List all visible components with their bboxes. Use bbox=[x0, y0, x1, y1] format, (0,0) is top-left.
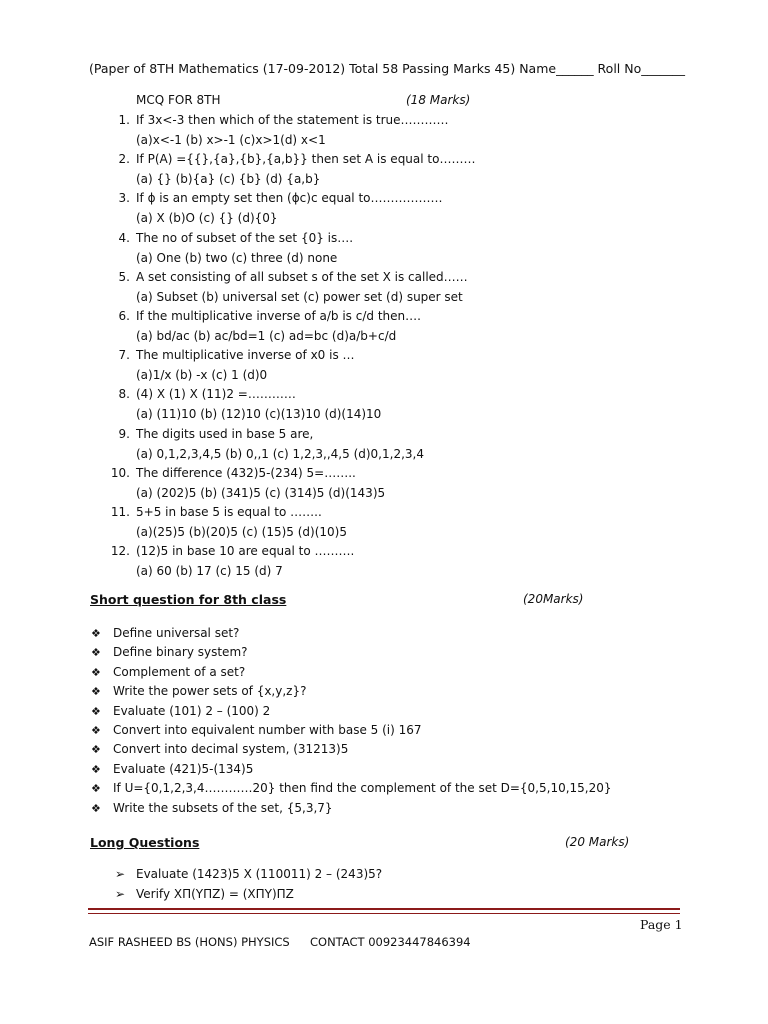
mcq-question-text: If 3x<-3 then which of the statement is true………… bbox=[136, 113, 449, 127]
mcq-question-number: 2. bbox=[118, 152, 130, 166]
short-question-item: Convert into decimal system, (31213)5 bbox=[113, 742, 349, 756]
mcq-options: (a) bd/ac (b) ac/bd=1 (c) ad=bc (d)a/b+c/d bbox=[136, 329, 397, 343]
mcq-options: (a) (202)5 (b) (341)5 (c) (314)5 (d)(143)5 bbox=[136, 486, 386, 500]
short-section-marks: (20Marks) bbox=[523, 592, 584, 606]
mcq-question-number: 1. bbox=[118, 113, 130, 127]
diamond-bullet-icon: ❖ bbox=[91, 685, 101, 698]
mcq-question-text: 5+5 in base 5 is equal to …….. bbox=[136, 505, 322, 519]
mcq-question-number: 10. bbox=[110, 466, 130, 480]
short-section-title: Short question for 8th class bbox=[90, 592, 287, 607]
mcq-question-text: If ϕ is an empty set then (ϕc)c equal to……………… bbox=[136, 191, 443, 205]
mcq-question-number: 8. bbox=[118, 387, 130, 401]
mcq-question-text: The difference (432)5-(234) 5=…….. bbox=[136, 466, 356, 480]
short-question-item: Define universal set? bbox=[113, 626, 240, 640]
short-question-item: Evaluate (421)5-(134)5 bbox=[113, 762, 254, 776]
mcq-question-number: 6. bbox=[118, 309, 130, 323]
paper-header: (Paper of 8TH Mathematics (17-09-2012) Total 58 Passing Marks 45) Name______ Roll No_______ bbox=[89, 61, 685, 76]
mcq-question-number: 5. bbox=[118, 270, 130, 284]
mcq-question-text: If the multiplicative inverse of a/b is c/d then…. bbox=[136, 309, 421, 323]
mcq-question-number: 12. bbox=[110, 544, 130, 558]
mcq-options: (a) 0,1,2,3,4,5 (b) 0,,1 (c) 1,2,3,,4,5 (d)0,1,2,3,4 bbox=[136, 447, 424, 461]
short-question-item: Complement of a set? bbox=[113, 665, 246, 679]
mcq-question-number: 9. bbox=[118, 427, 130, 441]
short-question-item: Write the subsets of the set, {5,3,7} bbox=[113, 801, 333, 815]
mcq-options: (a)x<-1 (b) x>-1 (c)x>1(d) x<1 bbox=[136, 133, 326, 147]
mcq-options: (a) Subset (b) universal set (c) power set (d) super set bbox=[136, 290, 463, 304]
short-question-item: Evaluate (101) 2 – (100) 2 bbox=[113, 704, 271, 718]
footer-contact: CONTACT 00923447846394 bbox=[310, 935, 471, 949]
footer-rule-thin bbox=[88, 913, 680, 914]
mcq-options: (a) X (b)O (c) {} (d){0} bbox=[136, 211, 278, 225]
mcq-options: (a)1/x (b) -x (c) 1 (d)0 bbox=[136, 368, 268, 382]
diamond-bullet-icon: ❖ bbox=[91, 802, 101, 815]
mcq-question-number: 3. bbox=[118, 191, 130, 205]
diamond-bullet-icon: ❖ bbox=[91, 666, 101, 679]
mcq-options: (a) {} (b){a} (c) {b} (d) {a,b} bbox=[136, 172, 321, 186]
mcq-question-number: 11. bbox=[110, 505, 130, 519]
mcq-marks: (18 Marks) bbox=[406, 93, 471, 107]
mcq-title: MCQ FOR 8TH bbox=[136, 93, 221, 107]
mcq-options: (a) 60 (b) 17 (c) 15 (d) 7 bbox=[136, 564, 283, 578]
short-question-item: If U={0,1,2,3,4…………20} then find the complement of the set D={0,5,10,15,20} bbox=[113, 781, 612, 795]
long-question-item: Evaluate (1423)5 X (110011) 2 – (243)5? bbox=[136, 867, 383, 881]
mcq-question-number: 4. bbox=[118, 231, 130, 245]
mcq-question-text: The multiplicative inverse of x0 is … bbox=[136, 348, 355, 362]
diamond-bullet-icon: ❖ bbox=[91, 646, 101, 659]
mcq-question-text: (4) X (1) X (11)2 =………… bbox=[136, 387, 296, 401]
footer-author: ASIF RASHEED BS (HONS) PHYSICS bbox=[89, 935, 290, 949]
footer-rule-thick bbox=[88, 908, 680, 910]
mcq-question-text: The digits used in base 5 are, bbox=[136, 427, 314, 441]
mcq-question-number: 7. bbox=[118, 348, 130, 362]
short-question-item: Convert into equivalent number with base 5 (i) 167 bbox=[113, 723, 422, 737]
diamond-bullet-icon: ❖ bbox=[91, 627, 101, 640]
short-question-item: Write the power sets of {x,y,z}? bbox=[113, 684, 307, 698]
mcq-question-text: The no of subset of the set {0} is…. bbox=[136, 231, 354, 245]
page-number: Page 1 bbox=[640, 917, 683, 932]
long-question-item: Verify XΠ(YΠZ) = (XΠY)ΠZ bbox=[136, 887, 294, 901]
arrow-bullet-icon: ➢ bbox=[115, 887, 126, 901]
diamond-bullet-icon: ❖ bbox=[91, 724, 101, 737]
long-section-marks: (20 Marks) bbox=[565, 835, 630, 849]
mcq-question-text: (12)5 in base 10 are equal to ………. bbox=[136, 544, 355, 558]
diamond-bullet-icon: ❖ bbox=[91, 705, 101, 718]
mcq-question-text: If P(A) ={{},{a},{b},{a,b}} then set A is equal to……… bbox=[136, 152, 476, 166]
mcq-options: (a)(25)5 (b)(20)5 (c) (15)5 (d)(10)5 bbox=[136, 525, 347, 539]
arrow-bullet-icon: ➢ bbox=[115, 867, 126, 881]
long-section-title: Long Questions bbox=[90, 835, 200, 850]
mcq-options: (a) (11)10 (b) (12)10 (c)(13)10 (d)(14)10 bbox=[136, 407, 382, 421]
diamond-bullet-icon: ❖ bbox=[91, 782, 101, 795]
mcq-question-text: A set consisting of all subset s of the set X is called…… bbox=[136, 270, 468, 284]
mcq-options: (a) One (b) two (c) three (d) none bbox=[136, 251, 338, 265]
diamond-bullet-icon: ❖ bbox=[91, 763, 101, 776]
short-question-item: Define binary system? bbox=[113, 645, 248, 659]
diamond-bullet-icon: ❖ bbox=[91, 743, 101, 756]
